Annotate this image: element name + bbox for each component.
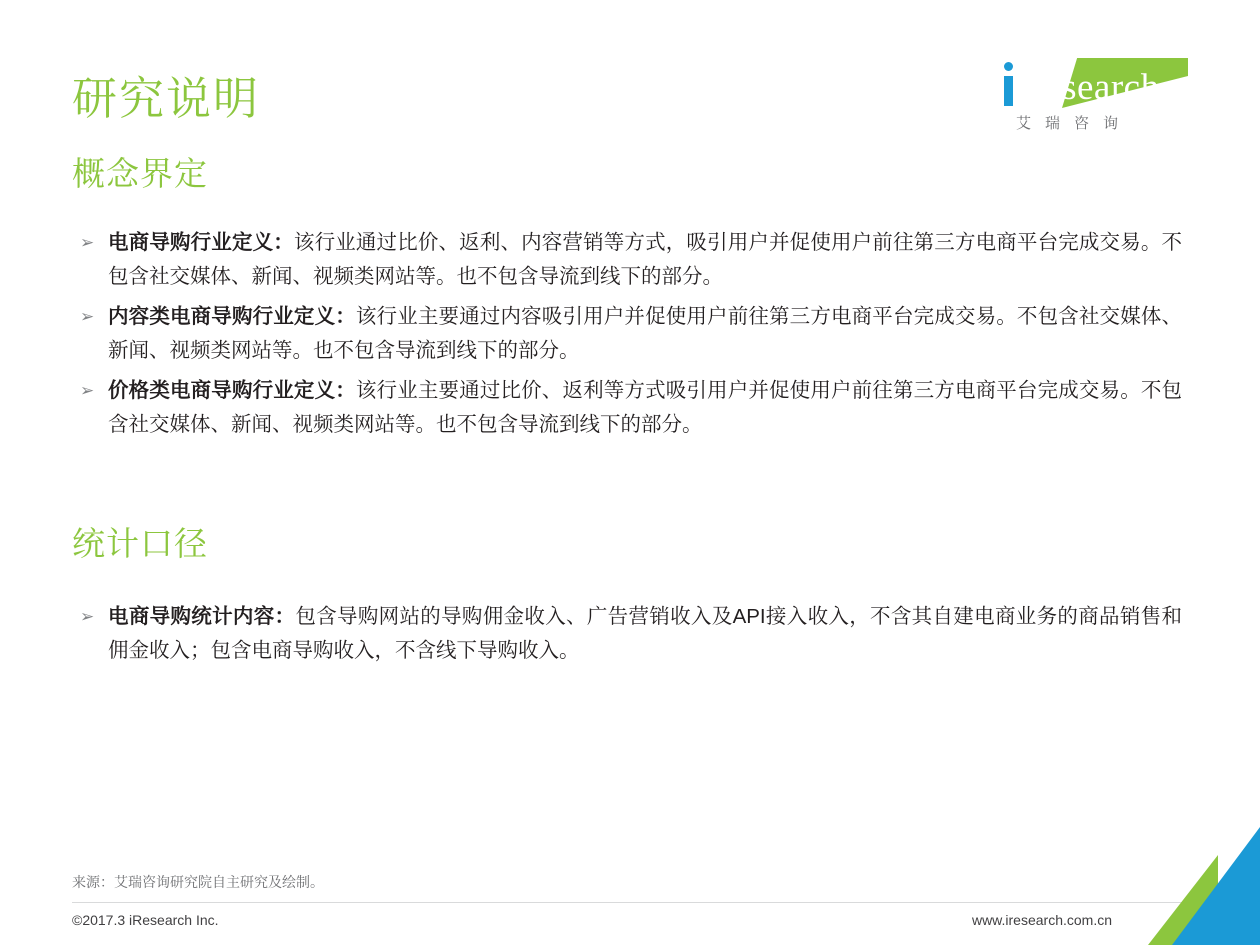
footer-divider (72, 902, 1188, 903)
page-title: 研究说明 (72, 73, 261, 124)
bullet-body: 该行业主要通过内容吸引用户并促使用户前往第三方电商平台完成交易。不包含社交媒体、新闻、视频类网站等。也不包含导流到线下的部分。 (108, 305, 1183, 362)
source-note: 来源：艾瑞咨询研究院自主研究及绘制。 (72, 874, 324, 890)
bullet-text (108, 300, 1182, 368)
list-item (72, 300, 1182, 368)
bullet-text (108, 226, 1182, 294)
iresearch-logo (998, 58, 1198, 133)
bullet-body: 该行业通过比价、返利、内容营销等方式，吸引用户并促使用户前往第三方电商平台完成交易。不包含社交媒体、新闻、视频类网站等。也不包含导流到线下的部分。 (108, 231, 1183, 288)
copyright-text: ©2017.3 iResearch Inc. (72, 912, 219, 928)
bullet-label: 内容类电商导购行业定义： (108, 305, 356, 328)
bullet-text (108, 600, 1182, 668)
bullet-arrow-icon: ➢ (80, 381, 95, 400)
bullet-label: 电商导购统计内容： (108, 605, 296, 628)
bullet-body: 该行业主要通过比价、返利等方式吸引用户并促使用户前往第三方电商平台完成交易。不包含社交媒体、新闻、视频类网站等。也不包含导流到线下的部分。 (108, 379, 1183, 436)
bullet-label: 价格类电商导购行业定义： (108, 379, 356, 402)
section-heading-concept: 概念界定 (72, 155, 208, 192)
bullet-text (108, 374, 1182, 442)
website-url: www.iresearch.com.cn (971, 912, 1112, 928)
bullet-label: 电商导购行业定义： (108, 231, 294, 254)
bullet-arrow-icon: ➢ (80, 307, 95, 326)
bullet-body: 包含导购网站的导购佣金收入、广告营销收入及API接入收入，不含其自建电商业务的商品销售和佣金收入；包含电商导购收入，不含线下导购收入。 (108, 605, 1182, 662)
logo-i-stem (1004, 76, 1013, 106)
section-heading-statistics: 统计口径 (72, 525, 208, 562)
bullet-list-statistics (72, 600, 1182, 674)
logo-wordmark: Research (1020, 67, 1160, 108)
bullet-arrow-icon: ➢ (80, 233, 95, 252)
logo-i-dot (1004, 62, 1013, 71)
logo-mark (998, 58, 1188, 110)
list-item (72, 226, 1182, 294)
list-item (72, 600, 1182, 668)
corner-decoration (1110, 827, 1260, 945)
list-item (72, 374, 1182, 442)
bullet-arrow-icon: ➢ (80, 607, 95, 626)
logo-chinese-name: 艾瑞咨询 (1016, 115, 1133, 132)
bullet-list-concept (72, 226, 1182, 448)
